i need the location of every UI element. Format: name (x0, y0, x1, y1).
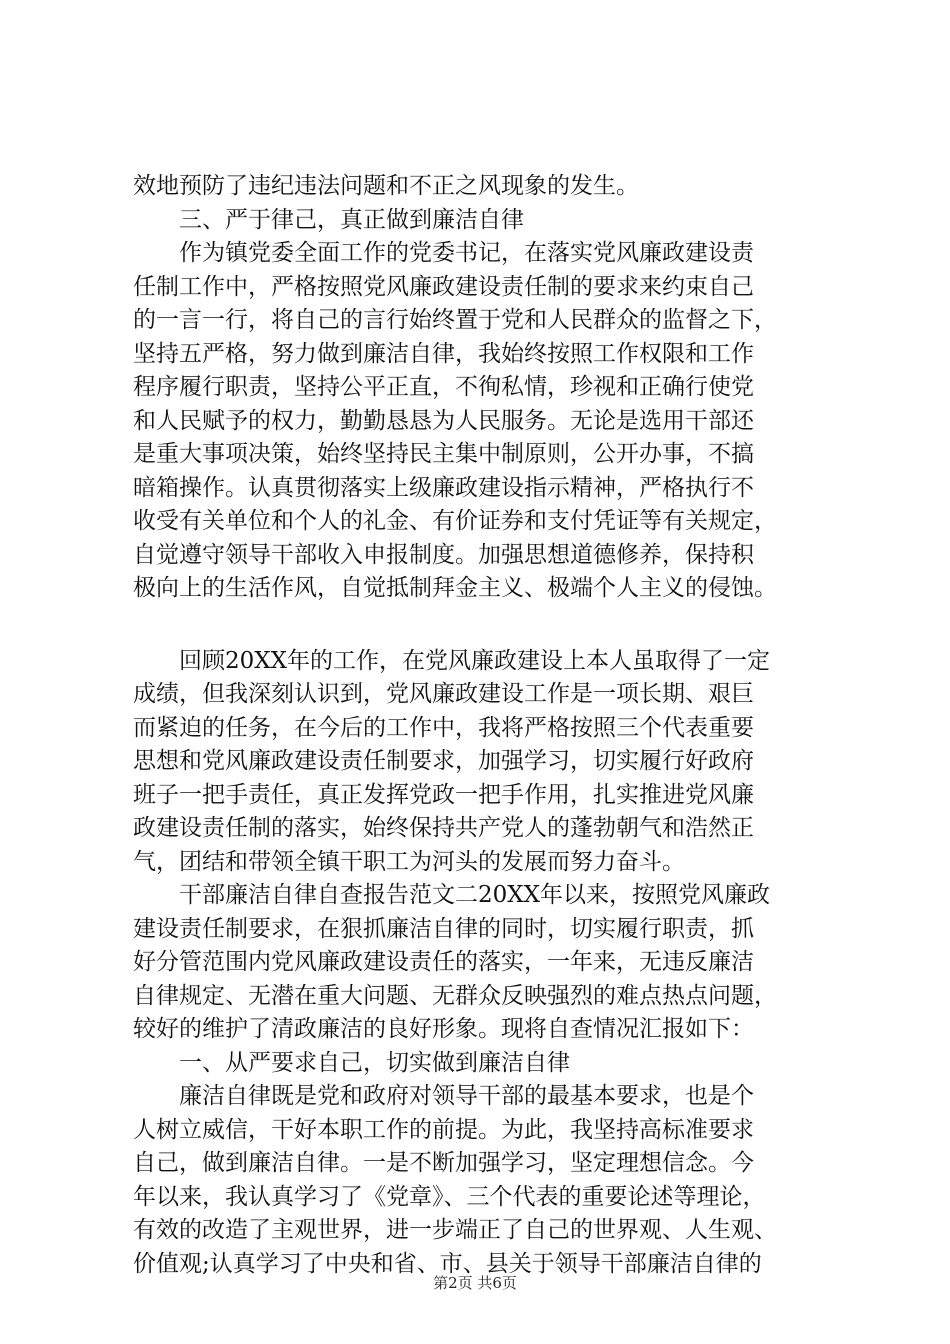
text-line: 好分管范围内党风廉政建设责任的落实，一年来，无违反廉洁 (133, 949, 754, 975)
text-line: 思想和党风廉政建设责任制要求，加强学习，切实履行好政府 (133, 748, 754, 774)
text-line: 极向上的生活作风，自觉抵制拜金主义、极端个人主义的侵蚀。 (133, 575, 777, 601)
text-line: 班子一把手责任，真正发挥党政一把手作用，扎实推进党风廉 (133, 781, 754, 808)
text-line: 任制工作中，严格按照党风廉政建设责任制的要求来约束自己 (133, 273, 754, 300)
text-line: 作为镇党委全面工作的党委书记，在落实党风廉政建设责 (179, 240, 754, 266)
text-line: 廉洁自律既是党和政府对领导干部的最基本要求，也是个 (179, 1083, 754, 1109)
text-line: 是重大事项决策，始终坚持民主集中制原则，公开办事，不搞 (133, 441, 754, 467)
text-line: 收受有关单位和个人的礼金、有价证券和支付凭证等有关规定， (133, 508, 777, 534)
text-line: 自己，做到廉洁自律。一是不断加强学习，坚定理想信念。今 (133, 1150, 754, 1176)
text-line: 效地预防了违纪违法问题和不正之风现象的发生。 (133, 173, 639, 199)
text-line: 程序履行职责，坚持公平正直，不徇私情，珍视和正确行使党 (133, 374, 754, 400)
text-line: 政建设责任制的落实，始终保持共产党人的蓬勃朝气和浩然正 (133, 815, 754, 841)
text-line: 干部廉洁自律自查报告范文二20XX年以来，按照党风廉政 (179, 882, 771, 908)
text-line: 回顾20XX年的工作，在党风廉政建设上本人虽取得了一定 (179, 647, 771, 674)
text-line: 成绩，但我深刻认识到，党风廉政建设工作是一项长期、艰巨 (133, 681, 754, 707)
text-line: 自觉遵守领导干部收入申报制度。加强思想道德修养，保持积 (133, 541, 754, 568)
text-line: 人树立威信，干好本职工作的前提。为此，我坚持高标准要求 (133, 1116, 754, 1143)
section-heading: 一、从严要求自己，切实做到廉洁自律 (179, 1049, 570, 1076)
text-line: 和人民赋予的权力，勤勤恳恳为人民服务。无论是选用干部还 (133, 407, 754, 434)
text-line: 的一言一行，将自己的言行始终置于党和人民群众的监督之下， (133, 307, 777, 333)
text-line: 有效的改造了主观世界，进一步端正了自己的世界观、人生观、 (133, 1217, 777, 1243)
text-line: 建设责任制要求，在狠抓廉洁自律的同时，切实履行职责，抓 (133, 915, 754, 942)
text-line: 价值观;认真学习了中央和省、市、县关于领导干部廉洁自律的 (133, 1250, 762, 1277)
document-body (133, 170, 823, 1281)
page-footer (0, 1272, 950, 1293)
page-number: 第2页 共6页 (433, 1274, 517, 1292)
paragraph-gap (133, 606, 823, 645)
text-line: 年以来，我认真学习了《党章》、三个代表的重要论述等理论， (133, 1183, 766, 1210)
text-line: 坚持五严格，努力做到廉洁自律，我始终按照工作权限和工作 (133, 340, 754, 367)
section-heading: 三、严于律己，真正做到廉洁自律 (179, 206, 524, 233)
text-line: 较好的维护了清政廉洁的良好形象。现将自查情况汇报如下： (133, 1016, 754, 1042)
text-line: 自律规定、无潜在重大问题、无群众反映强烈的难点热点问题， (133, 982, 777, 1009)
text-line: 暗箱操作。认真贯彻落实上级廉政建设指示精神，严格执行不 (133, 474, 754, 501)
text-line: 而紧迫的任务，在今后的工作中，我将严格按照三个代表重要 (133, 714, 754, 741)
text-line: 气，团结和带领全镇干职工为河头的发展而努力奋斗。 (133, 848, 685, 875)
